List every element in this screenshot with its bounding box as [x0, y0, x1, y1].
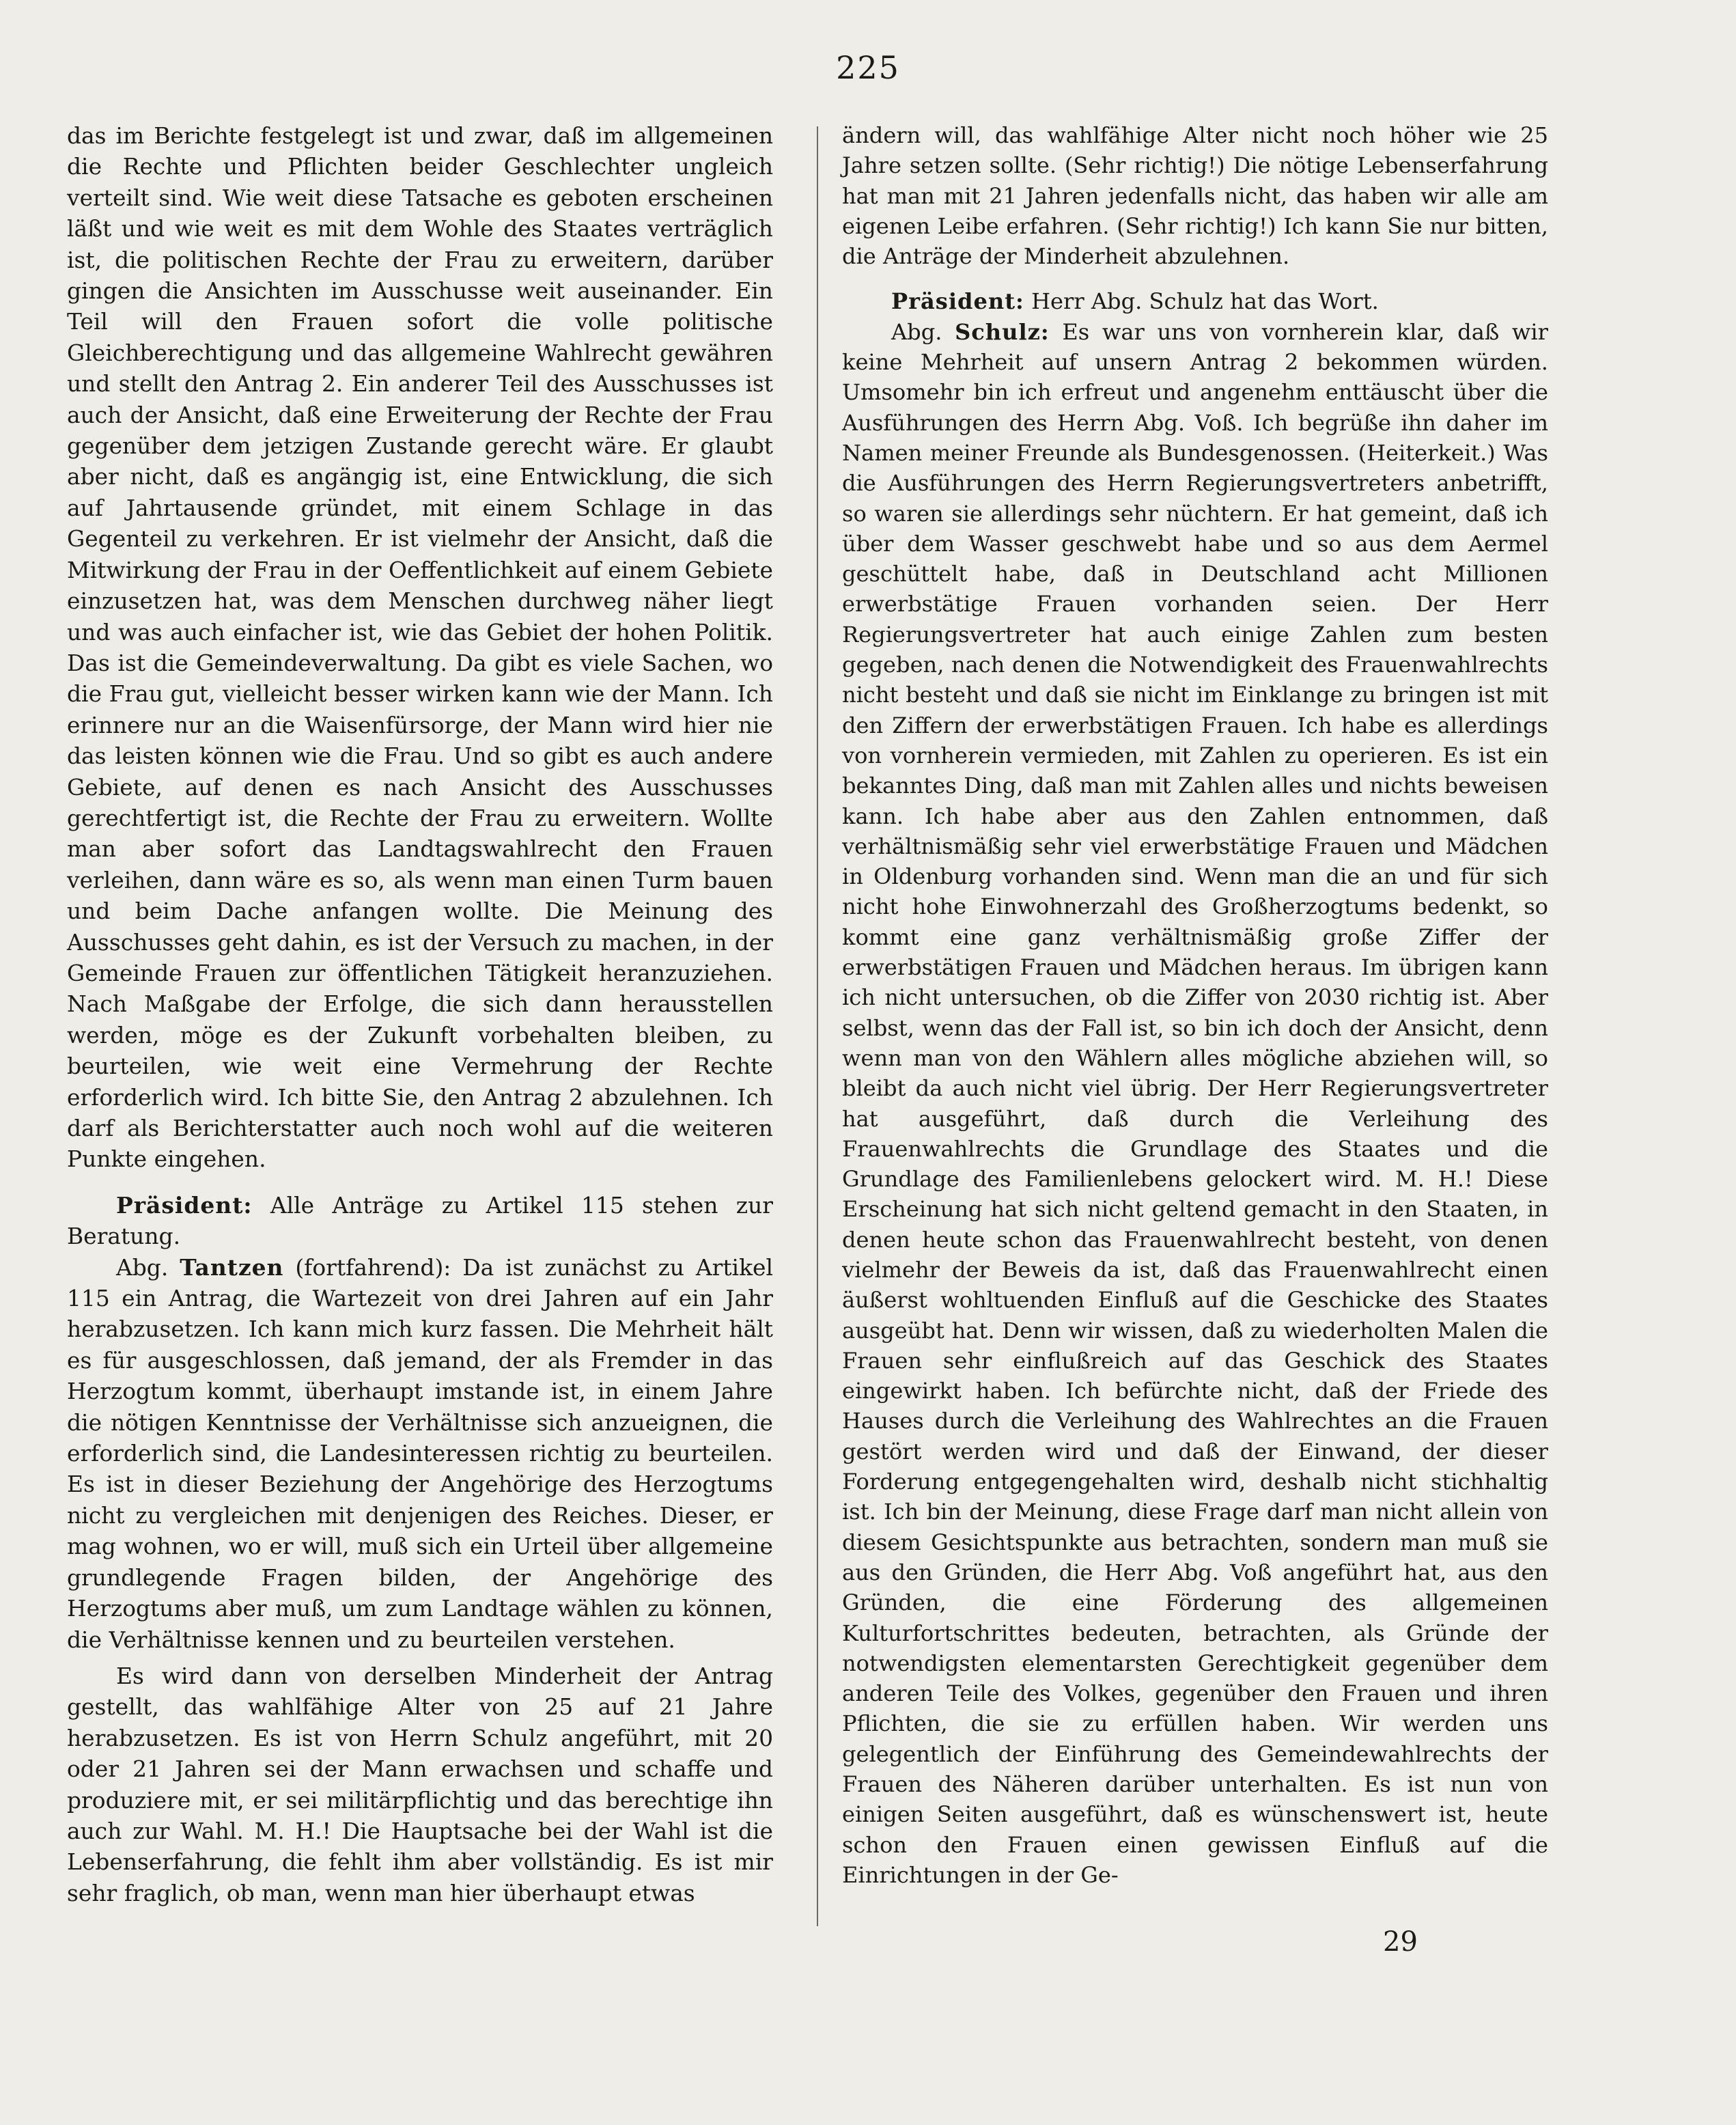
paragraph: [67, 1252, 773, 1655]
speaker-name: Tantzen: [180, 1253, 284, 1281]
paragraph: ändern will, das wahlfähige Alter nicht noch höher wie 25 Jahre setzen sollte. (Sehr richtig!) Die nötige Lebenserfahrung hat man mit 21 Jahren jedenfalls nicht, das haben wir alle am eigenen Leibe erfahren. (Sehr richtig!) Ich kann Sie nur bitten, die Anträge der Minderheit abzulehnen.: [842, 122, 1548, 270]
speech-text: Es war uns von vornherein klar, daß wir keine Mehrheit auf unsern Antrag 2 bekommen würden. Umsomehr bin ich erfreut und angenehm enttäuscht über die Ausführungen des Herrn Abg. Voß. Ich begrüße ihn daher im Namen meiner Freunde als Bundesgenossen. (Heiterkeit.) Was die Ausführungen des Herrn Regierungsvertreters anbetrifft, so waren sie allerdings sehr nüchtern. Er hat gemeint, daß ich über dem Wasser geschwebt habe und so aus dem Aermel geschüttelt habe, daß in Deutschland acht Millionen erwerbstätige Frauen vorhanden seien. Der Herr Regierungsvertreter hat auch einige Zahlen zum besten gegeben, nach denen die Notwendigkeit des Frauenwahlrechts nicht besteht und daß sie nicht im Einklange zu bringen ist mit den Ziffern der erwerbstätigen Frauen. Ich habe es allerdings von vornherein vermieden, mit Zahlen zu operieren. Es ist ein bekanntes Ding, daß man mit Zahlen alles und nichts beweisen kann. Ich habe aber aus den Zahlen entnommen, daß verhältnismäßig sehr viel erwerbstätige Frauen und Mädchen in Oldenburg vorhanden sind. Wenn man die an und für sich nicht hohe Einwohnerzahl des Großherzogtums bedenkt, so kommt eine ganz verhältnismäßig große Ziffer der erwerbstätigen Frauen und Mädchen heraus. Im übrigen kann ich nicht untersuchen, ob die Ziffer von 2030 richtig ist. Aber selbst, wenn das der Fall ist, so bin ich doch der Ansicht, denn wenn man von den Wählern alles mögliche abziehen will, so bleibt da auch nicht viel übrig. Der Herr Regierungsvertreter hat ausgeführt, daß durch die Verleihung des Frauenwahlrechts die Grundlage des Staates und die Grundlage des Familienlebens gelockert wird. M. H.! Diese Erscheinung hat sich nicht geltend gemacht in den Staaten, in denen heute schon das Frauenwahlrecht besteht, von denen vielmehr der Beweis da ist, daß das Frauenwahlrecht einen äußerst wohltuenden Einfluß auf die Geschicke des Staates ausgeübt hat. Denn wir wissen, daß zu wiederholten Malen die Frauen sehr einflußreich auf das Geschick des Staates eingewirkt haben. Ich befürchte nicht, daß der Friede des Hauses durch die Verleihung des Wahlrechtes an die Frauen gestört werden wird und daß der Einwand, der dieser Forderung entgegengehalten wird, deshalb nicht stichhaltig ist. Ich bin der Meinung, diese Frage darf man nicht allein von diesem Gesichtspunkte aus betrachten, sondern man muß sie aus den Gründen, die Herr Abg. Voß angeführt hat, aus den Gründen, die eine Förderung des allgemeinen Kulturfortschrittes bedeuten, betrachten, als Gründe der notwendigsten elementarsten Gerechtigkeit gegenüber dem anderen Teile des Volkes, gegenüber den Frauen und ihren Pflichten, die sie zu erfüllen haben. Wir werden uns gelegentlich der Einführung des Gemeindewahlrechts der Frauen des Näheren darüber unterhalten. Es ist nun von einigen Seiten ausgeführt, daß es wünschenswert ist, heute schon den Frauen einen gewissen Einfluß auf die Einrichtungen in der Ge-: [842, 318, 1548, 1888]
printer-signature: 29: [1383, 1926, 1418, 1958]
paragraph: das im Berichte festgelegt ist und zwar, daß im allgemeinen die Rechte und Pflichten beider Geschlechter ungleich verteilt sind. Wie weit diese Tatsache es geboten erscheinen läßt und wie weit es mit dem Wohle des Staates verträglich ist, die politischen Rechte der Frau zu erweitern, darüber gingen die Ansichten im Ausschusse weit auseinander. Ein Teil will den Frauen sofort die volle politische Gleichberechtigung und das allgemeine Wahlrecht gewähren und stellt den Antrag 2. Ein anderer Teil des Ausschusses ist auch der Ansicht, daß eine Erweiterung der Rechte der Frau gegenüber dem jetzigen Zustande gerecht wäre. Er glaubt aber nicht, daß es angängig ist, eine Entwicklung, die sich auf Jahrtausende gründet, mit einem Schlage in das Gegenteil zu verkehren. Er ist vielmehr der Ansicht, daß die Mitwirkung der Frau in der Oeffentlichkeit auf einem Gebiete einzusetzen hat, was dem Menschen durchweg näher liegt und was auch einfacher ist, wie das Gebiet der hohen Politik. Das ist die Gemeindeverwaltung. Da gibt es viele Sachen, wo die Frau gut, vielleicht besser wirken kann wie der Mann. Ich erinnere nur an die Waisenfürsorge, der Mann wird hier nie das leisten können wie die Frau. Und so gibt es auch andere Gebiete, auf denen es nach Ansicht des Ausschusses gerechtfertigt ist, die Rechte der Frau zu erweitern. Wollte man aber sofort das Landtagswahlrecht den Frauen verleihen, dann wäre es so, als wenn man einen Turm bauen und beim Dache anfangen wollte. Die Meinung des Ausschusses geht dahin, es ist der Versuch zu machen, in der Gemeinde Frauen zur öffentlichen Tätigkeit heranzuziehen. Nach Maßgabe der Erfolge, die sich dann herausstellen werden, möge es der Zukunft vorbehalten bleiben, zu beurteilen, wie weit eine Vermehrung der Rechte erforderlich wird. Ich bitte Sie, den Antrag 2 abzulehnen. Ich darf als Berichterstatter auch noch wohl auf die weiteren Punkte eingehen.: [67, 122, 773, 1173]
right-column: [842, 120, 1548, 1890]
paragraph: [842, 286, 1548, 316]
speaker-name: Präsident:: [891, 288, 1024, 315]
paragraph: Es wird dann von derselben Minderheit der Antrag gestellt, das wahlfähige Alter von 25 auf 21 Jahre herabzusetzen. Es ist von Herrn Schulz angeführt, mit 20 oder 21 Jahren sei der Mann erwachsen und schaffe und produziere mit, er sei militärpflichtig und das berechtige ihn auch zur Wahl. M. H.! Die Hauptsache bei der Wahl ist die Lebenserfahrung, die fehlt ihm aber vollständig. Es ist mir sehr fraglich, ob man, wenn man hier überhaupt etwas: [67, 1662, 773, 1906]
speech-text: Alle Anträge zu Artikel 115 stehen zur Beratung.: [67, 1191, 773, 1250]
speech-text: Herr Abg. Schulz hat das Wort.: [1024, 288, 1379, 315]
speaker-name: Schulz:: [955, 318, 1050, 345]
speaker-prefix: Abg.: [891, 318, 955, 345]
column-divider: [817, 126, 818, 1926]
paragraph: [67, 1190, 773, 1252]
speech-text: (fortfahrend): Da ist zunächst zu Artikel 115 ein Antrag, die Wartezeit von drei Jahren auf ein Jahr herabzusetzen. Ich kann mich kurz fassen. Die Mehrheit hält es für ausgeschlossen, daß jemand, der als Fremder in das Herzogtum kommt, überhaupt imstande ist, in einem Jahre die nötigen Kenntnisse der Verhältnisse sich anzueignen, die erforderlich sind, die Landesinteressen richtig zu beurteilen. Es ist in dieser Beziehung der Angehörige des Herzogtums nicht zu vergleichen mit denjenigen des Reiches. Dieser, er mag wohnen, wo er will, muß sich ein Urteil über allgemeine grundlegende Fragen bilden, der Angehörige des Herzogtums aber muß, um zum Landtage wählen zu können, die Verhältnisse kennen und zu beurteilen verstehen.: [67, 1253, 773, 1653]
paragraph: [842, 317, 1548, 1890]
speaker-prefix: Abg.: [116, 1253, 180, 1281]
page-number: 225: [836, 49, 900, 86]
left-column: [67, 120, 773, 1908]
speaker-name: Präsident:: [116, 1191, 253, 1219]
